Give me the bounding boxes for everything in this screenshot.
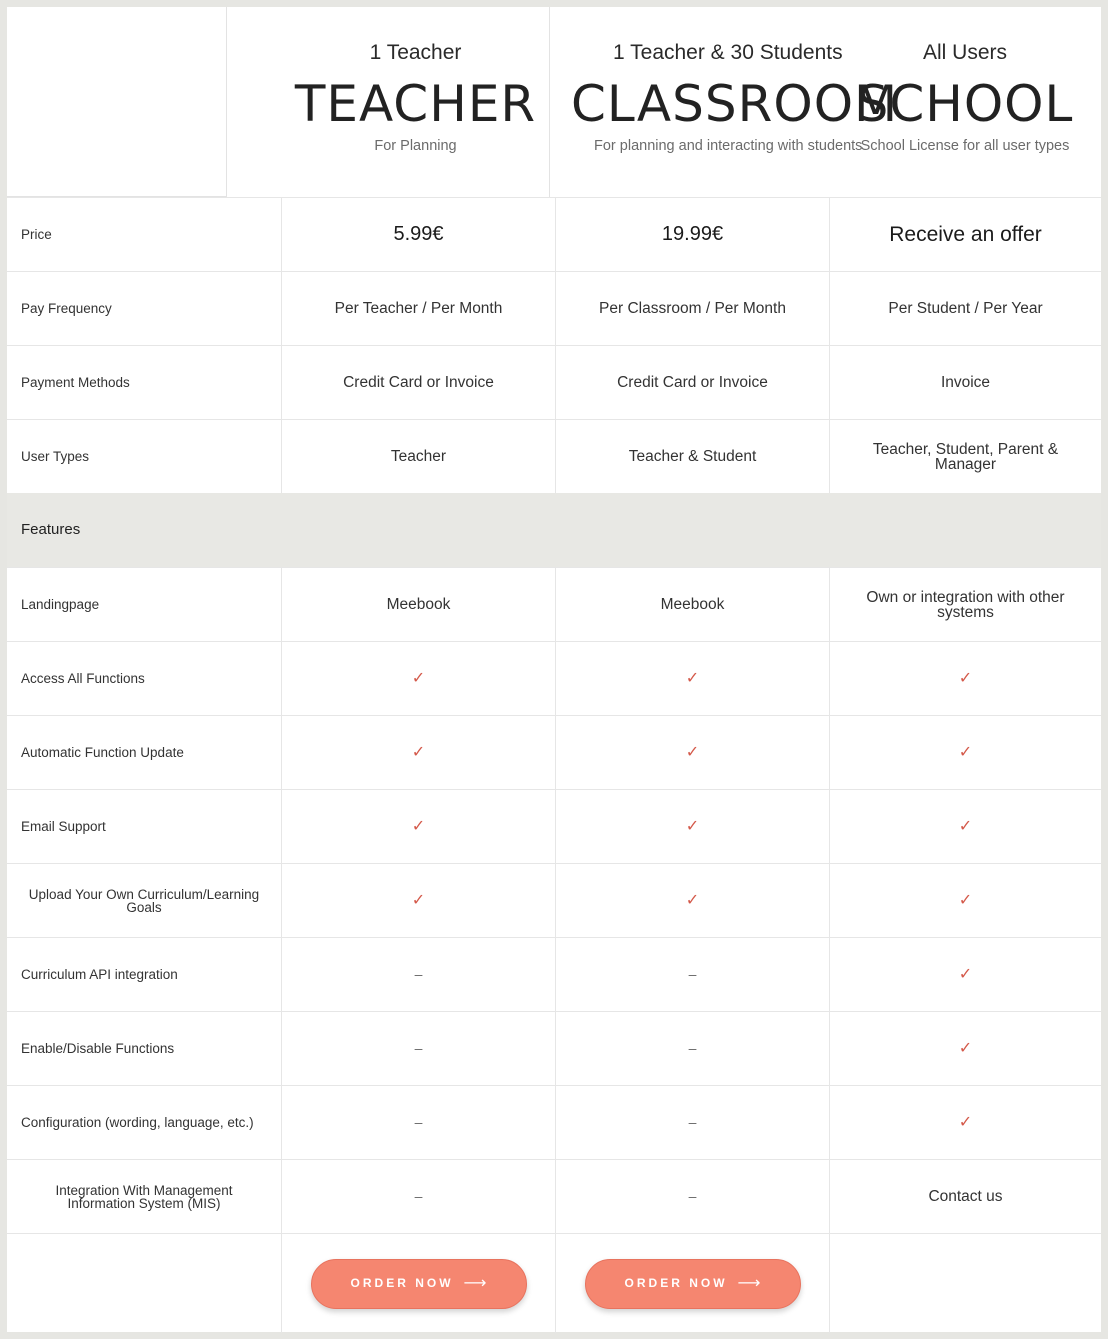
cell-value: Meebook xyxy=(555,568,829,641)
row-label: Enable/Disable Functions xyxy=(21,1041,175,1056)
row-curriculum-api xyxy=(7,937,1101,1011)
check-icon: ✓ xyxy=(281,716,555,789)
row-label: Integration With Management Information System (MIS) xyxy=(55,1182,233,1211)
cell-value: Teacher, Student, Parent & Manager xyxy=(829,420,1101,493)
cell-value: Invoice xyxy=(829,346,1101,419)
cell-value: Own or integration with other systems xyxy=(829,568,1101,641)
order-cell-school xyxy=(829,1234,1101,1333)
dash-icon: – xyxy=(281,1160,555,1233)
plan-classroom-header xyxy=(551,7,899,197)
check-icon: ✓ xyxy=(829,938,1101,1011)
dash-icon: – xyxy=(555,1160,829,1233)
plan-teacher-header xyxy=(282,7,550,197)
check-icon: ✓ xyxy=(829,1012,1101,1085)
plan-subtitle: All Users xyxy=(922,41,1007,64)
row-label: Landingpage xyxy=(21,597,100,612)
plan-subtitle: 1 Teacher xyxy=(369,41,462,64)
plan-name: TEACHER xyxy=(294,75,537,133)
row-payment-methods xyxy=(7,345,1101,419)
row-label: Automatic Function Update xyxy=(21,745,184,760)
row-label: User Types xyxy=(21,449,90,464)
dash-icon: – xyxy=(281,1086,555,1159)
dash-icon: – xyxy=(281,1012,555,1085)
cell-value: Per Classroom / Per Month xyxy=(555,272,829,345)
features-heading: Features xyxy=(21,521,81,538)
cell-value: Teacher xyxy=(281,420,555,493)
row-label: Price xyxy=(21,227,52,242)
check-icon: ✓ xyxy=(281,864,555,937)
row-enable-disable-functions xyxy=(7,1011,1101,1085)
cell-value: Meebook xyxy=(281,568,555,641)
row-price xyxy=(7,197,1101,271)
row-upload-curriculum xyxy=(7,863,1101,937)
dash-icon: – xyxy=(281,938,555,1011)
arrow-right-icon: ⟶ xyxy=(463,1275,487,1292)
row-pay-frequency xyxy=(7,271,1101,345)
check-icon: ✓ xyxy=(555,716,829,789)
row-label: Configuration (wording, language, etc.) xyxy=(21,1115,254,1130)
row-automatic-function-update xyxy=(7,715,1101,789)
plan-description: School License for all user types xyxy=(860,138,1070,154)
check-icon: ✓ xyxy=(829,642,1101,715)
button-label: ORDER NOW xyxy=(350,1276,454,1290)
button-label: ORDER NOW xyxy=(624,1276,728,1290)
plan-subtitle: 1 Teacher & 30 Students xyxy=(613,41,843,64)
row-label: Curriculum API integration xyxy=(21,967,178,982)
row-mis-integration xyxy=(7,1159,1101,1233)
price-classroom: 19.99€ xyxy=(555,198,829,271)
row-features-heading xyxy=(7,493,1101,567)
check-icon: ✓ xyxy=(829,790,1101,863)
cell-value: Credit Card or Invoice xyxy=(281,346,555,419)
row-email-support xyxy=(7,789,1101,863)
check-icon: ✓ xyxy=(829,1086,1101,1159)
plan-school-header xyxy=(829,7,1101,197)
plan-description: For planning and interacting with students xyxy=(594,138,863,154)
check-icon: ✓ xyxy=(829,716,1101,789)
row-user-types xyxy=(7,419,1101,493)
row-label: Payment Methods xyxy=(21,375,130,390)
check-icon: ✓ xyxy=(555,790,829,863)
dash-icon: – xyxy=(555,1012,829,1085)
cell-value: Teacher & Student xyxy=(555,420,829,493)
contact-us-text: Contact us xyxy=(829,1160,1101,1233)
order-now-button-classroom[interactable] xyxy=(585,1259,801,1309)
row-landingpage xyxy=(7,567,1101,641)
plan-name: CLASSROOM xyxy=(571,75,899,133)
plan-description: For Planning xyxy=(374,138,457,154)
check-icon: ✓ xyxy=(555,864,829,937)
row-label: Pay Frequency xyxy=(21,301,112,316)
check-icon: ✓ xyxy=(555,642,829,715)
pricing-table xyxy=(7,7,1101,1332)
dash-icon: – xyxy=(555,938,829,1011)
price-teacher: 5.99€ xyxy=(281,198,555,271)
order-now-button-teacher[interactable] xyxy=(311,1259,527,1309)
cell-value: Per Teacher / Per Month xyxy=(281,272,555,345)
row-label: Email Support xyxy=(21,819,106,834)
arrow-right-icon: ⟶ xyxy=(737,1275,761,1292)
check-icon: ✓ xyxy=(281,790,555,863)
check-icon: ✓ xyxy=(281,642,555,715)
cell-value: Per Student / Per Year xyxy=(829,272,1101,345)
header-blank-cell xyxy=(7,7,227,197)
order-cell-teacher xyxy=(281,1234,555,1333)
order-cell-classroom xyxy=(555,1234,829,1333)
check-icon: ✓ xyxy=(829,864,1101,937)
row-access-all-functions xyxy=(7,641,1101,715)
row-label: Access All Functions xyxy=(21,671,145,686)
row-configuration xyxy=(7,1085,1101,1159)
cell-value: Credit Card or Invoice xyxy=(555,346,829,419)
plan-name: SCHOOL xyxy=(856,75,1074,133)
plans-header xyxy=(7,7,1101,197)
dash-icon: – xyxy=(555,1086,829,1159)
row-label: Upload Your Own Curriculum/Learning Goals xyxy=(28,886,260,915)
row-order-buttons xyxy=(7,1233,1101,1332)
price-school: Receive an offer xyxy=(829,198,1101,271)
